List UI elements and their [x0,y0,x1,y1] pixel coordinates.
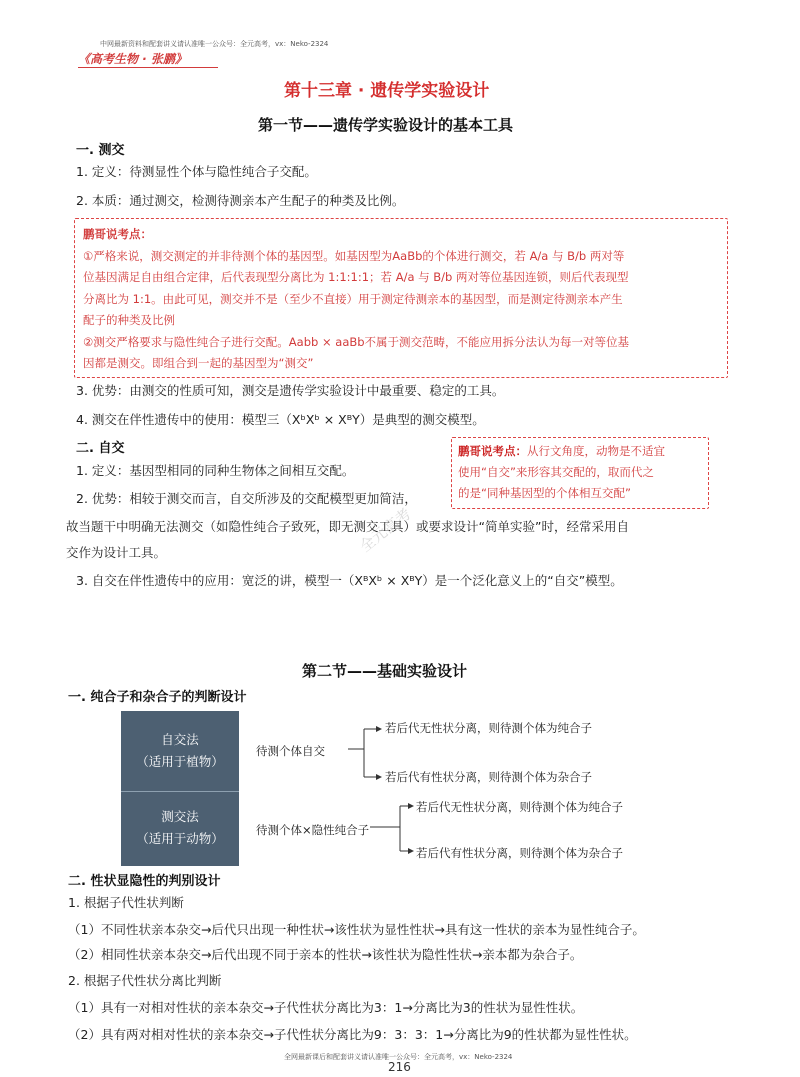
diagram-result: 若后代有性状分离，则待测个体为杂合子 [385,770,592,784]
side-note-title: 鹏哥说考点： [458,444,527,458]
paragraph: （2）相同性状亲本杂交→后代出现不同于亲本的性状→该性状为隐性性状→亲本都为杂合子。 [68,947,583,962]
paragraph: 1. 定义：待测显性个体与隐性纯合子交配。 [76,164,317,179]
note-box [74,218,728,378]
paragraph: 1. 定义：基因型相同的同种生物体之间相互交配。 [76,463,355,478]
note-line: 位基因满足自由组合定律，后代表现型分离比为 1:1:1:1；若 A/a 与 B/b 两对等位基因连锁，则后代表现型 [83,270,629,284]
self-cross-method-box [121,711,239,791]
paragraph: （1）具有一对相对性状的亲本杂交→子代性状分离比为3：1→分离比为3的性状为显性性状。 [68,1000,584,1015]
paragraph: 3. 自交在伴性遗传中的应用：宽泛的讲，模型一（XᴮXᵇ × XᴮY）是一个泛化意义上的“自交”模型。 [76,573,623,588]
part-pure-hetero-heading: 一. 纯合子和杂合子的判断设计 [68,690,247,705]
method-note: （适用于植物） [136,754,224,769]
side-note-line: 从行文角度，动物是不适宜 [527,444,665,458]
page-number: 216 [388,1060,411,1074]
section1-title: 第一节——遗传学实验设计的基本工具 [258,116,514,134]
note-line: 分离比为 1:1。由此可见，测交并不是（至少不直接）用于测定待测亲本的基因型，而是测定待测亲本产生 [83,291,623,306]
subheading: 1. 根据子代性状判断 [68,895,184,910]
method-label: 自交法 [161,732,199,747]
part-self-cross-heading: 二. 自交 [76,441,125,456]
chapter-title: 第十三章 · 遗传学实验设计 [284,81,490,101]
side-note-line: 使用“自交”来形容其交配的，取而代之 [458,465,654,479]
paragraph: （2）具有两对相对性状的亲本杂交→子代性状分离比为9：3：3：1→分离比为9的性状都为显性性状。 [68,1027,637,1042]
footer-note: 全网最新课后和配套讲义请认准唯一公众号：全元高考，vx：Neko-2324 [284,1053,513,1061]
paragraph: 故当题干中明确无法测交（如隐性纯合子致死，即无测交工具）或要求设计“简单实验”时，经常采用自 [66,519,629,534]
method-note: （适用于动物） [136,831,224,846]
note-line: 配子的种类及比例 [83,313,175,327]
diagram-result: 若后代无性状分离，则待测个体为纯合子 [416,800,623,814]
diagram-connectors [330,715,420,860]
note-line: ②测交严格要求与隐性纯合子进行交配。Aabb × aaBb不属于测交范畴，不能应用拆分法认为每一对等位基 [83,334,630,349]
diagram-result: 若后代有性状分离，则待测个体为杂合子 [416,846,623,860]
part-test-cross-heading: 一. 测交 [76,143,125,158]
note-line: ①严格来说，测交测定的并非待测个体的基因型。如基因型为AaBb的个体进行测交，若 A/a 与 B/b 两对等 [83,248,625,263]
paragraph: 2. 本质：通过测交，检测待测亲本产生配子的种类及比例。 [76,193,405,208]
paragraph: 交作为设计工具。 [66,545,167,560]
method-label: 测交法 [161,809,199,824]
brand-label: 《高考生物 · 张鹏》 [78,52,187,66]
side-note-line: 的是“同种基因型的个体相互交配” [458,486,631,500]
test-cross-method-box [121,792,239,866]
diagram-result: 若后代无性状分离，则待测个体为纯合子 [385,721,592,735]
note-line: 因都是测交。即组合到一起的基因型为“测交” [83,356,314,370]
watermark: 全元高考 [356,504,415,556]
diagram-step: 待测个体×隐性纯合子 [256,823,370,837]
paragraph: （1）不同性状亲本杂交→后代只出现一种性状→该性状为显性性状→具有这一性状的亲本为显性纯合子。 [68,922,645,937]
note-title: 鹏哥说考点： [83,227,152,241]
section2-title: 第二节——基础实验设计 [302,662,468,680]
paragraph: 4. 测交在伴性遗传中的使用：模型三（XᵇXᵇ × XᴮY）是典型的测交模型。 [76,412,485,427]
brand-underline [78,67,218,68]
subheading: 2. 根据子代性状分离比判断 [68,973,222,988]
paragraph: 2. 优势：相较于测交而言，自交所涉及的交配模型更加简洁， [76,491,417,506]
diagram-step: 待测个体自交 [256,744,325,758]
paragraph: 3. 优势：由测交的性质可知，测交是遗传学实验设计中最重要、稳定的工具。 [76,383,505,398]
part-dominance-heading: 二. 性状显隐性的判别设计 [68,874,221,889]
header-note: 中网最新资料和配套讲义请认准唯一公众号：全元高考，vx：Neko-2324 [100,40,329,48]
side-note-box [451,437,709,509]
